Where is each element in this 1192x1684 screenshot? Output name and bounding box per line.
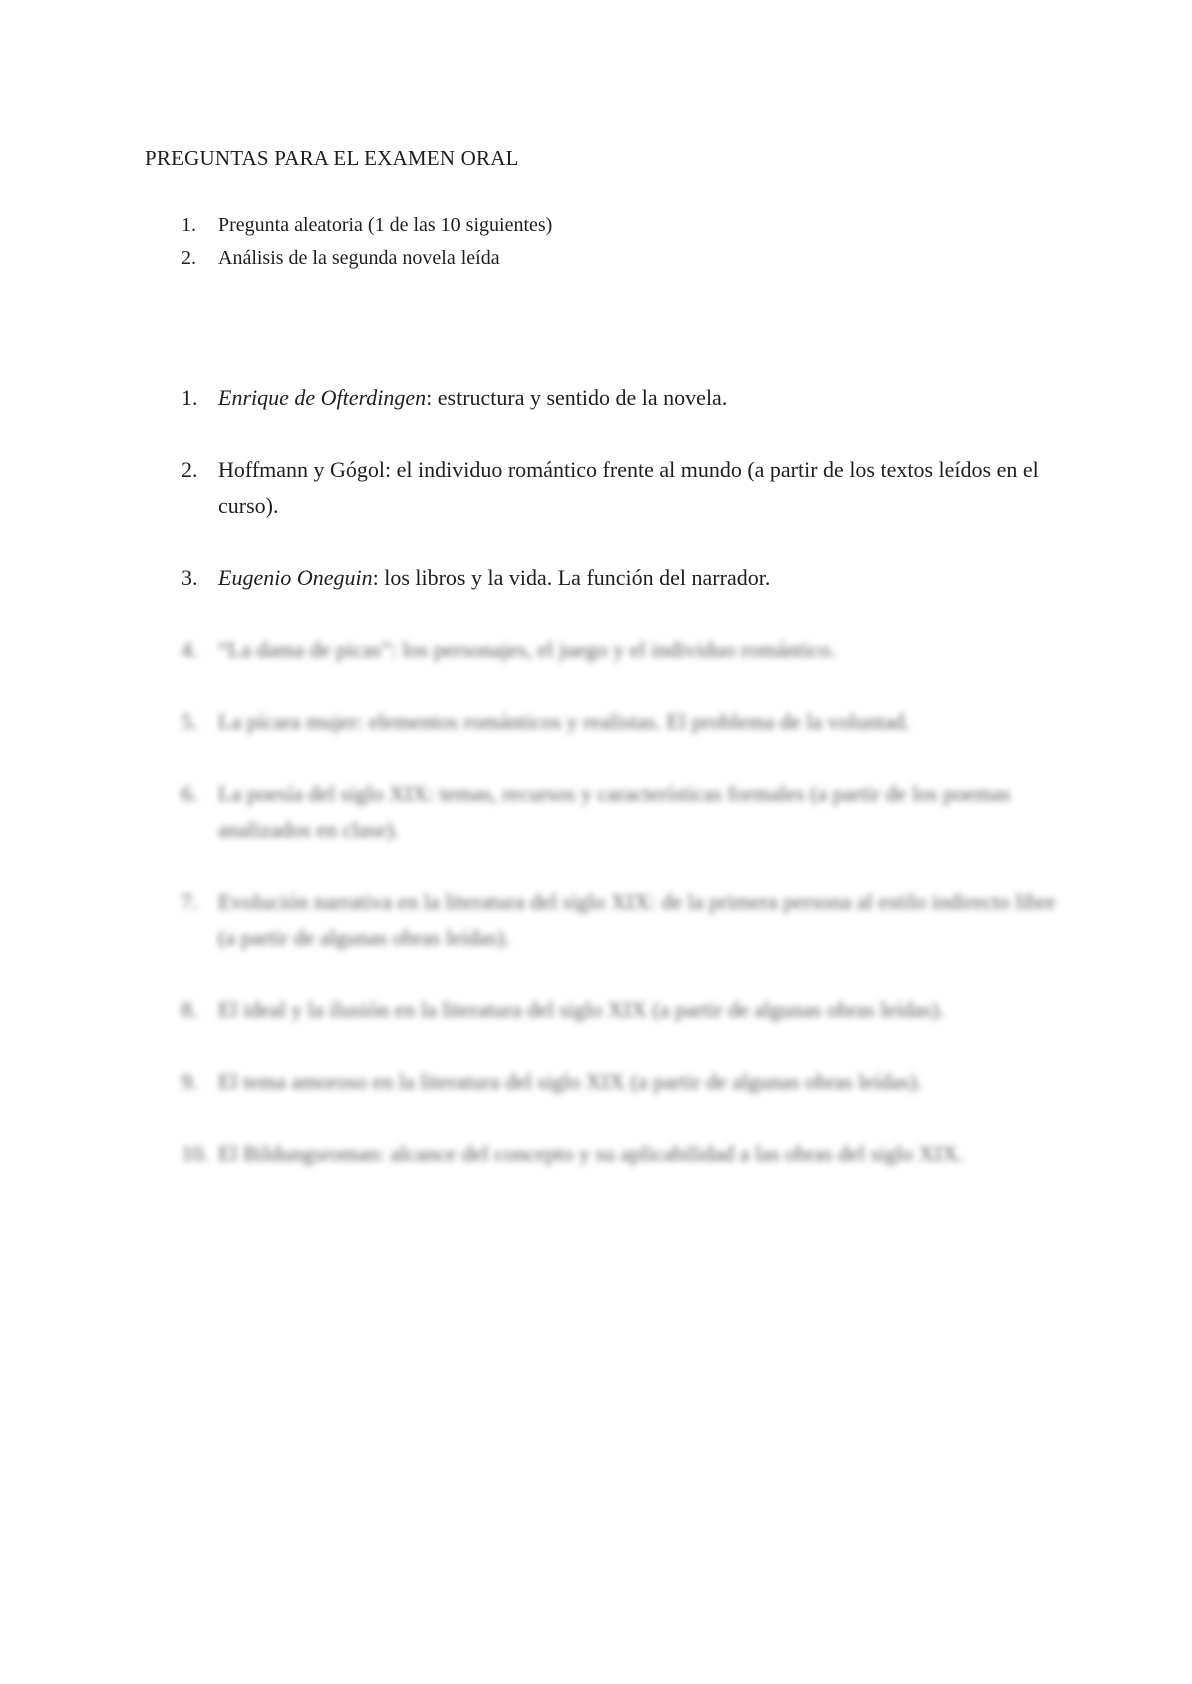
question-text — [218, 992, 1058, 1028]
question-body: El ideal y la ilusión en la literatura del siglo XIX (a partir de algunas obras leídas). — [218, 997, 945, 1022]
question-text — [218, 560, 1058, 596]
work-title: Eugenio Oneguin — [218, 565, 373, 590]
question-text — [218, 1136, 1058, 1172]
question-number: 9. — [181, 1069, 198, 1094]
question-text — [218, 380, 1058, 416]
question-body: Evolución narrativa en la literatura del siglo XIX: de la primera persona al estilo indirecto libre (a partir de algunas obras leídas). — [218, 889, 1056, 950]
question-number: 5. — [181, 709, 198, 734]
question-number: 6. — [181, 781, 198, 806]
list-item-text: Pregunta aleatoria (1 de las 10 siguientes) — [218, 214, 553, 236]
question-body: La poesía del siglo XIX: temas, recursos y características formales (a partir de los poemas analizados en clase). — [218, 781, 1011, 842]
question-body: “La dama de picas”: los personajes, el juego y el individuo romántico. — [218, 637, 836, 662]
question-body: Hoffmann y Gógol: el individuo romántico frente al mundo (a partir de los textos leídos en el curso). — [218, 457, 1039, 518]
question-number: 1. — [181, 385, 198, 410]
document-title: PREGUNTAS PARA EL EXAMEN ORAL — [145, 146, 519, 170]
list-item-number: 2. — [181, 247, 196, 269]
question-text — [218, 884, 1058, 956]
question-text — [218, 776, 1058, 848]
question-number: 7. — [181, 889, 198, 914]
question-number: 8. — [181, 997, 198, 1022]
question-body: El Bildungsroman: alcance del concepto y su aplicabilidad a las obras del siglo XIX. — [218, 1141, 964, 1166]
question-body: El tema amoroso en la literatura del siglo XIX (a partir de algunas obras leídas). — [218, 1069, 923, 1094]
question-number: 10. — [181, 1141, 209, 1166]
question-body: : estructura y sentido de la novela. — [426, 385, 728, 410]
question-body: : los libros y la vida. La función del narrador. — [372, 565, 771, 590]
list-item-number: 1. — [181, 214, 196, 236]
question-body: La pícara mujer: elementos románticos y realistas. El problema de la voluntad. — [218, 709, 911, 734]
list-item-text: Análisis de la segunda novela leída — [218, 247, 500, 269]
question-number: 4. — [181, 637, 198, 662]
question-number: 2. — [181, 457, 198, 482]
question-text — [218, 704, 1058, 740]
question-text — [218, 632, 1058, 668]
question-text — [218, 1064, 1058, 1100]
question-text — [218, 452, 1058, 524]
question-number: 3. — [181, 565, 198, 590]
work-title: Enrique de Ofterdingen — [218, 385, 427, 410]
